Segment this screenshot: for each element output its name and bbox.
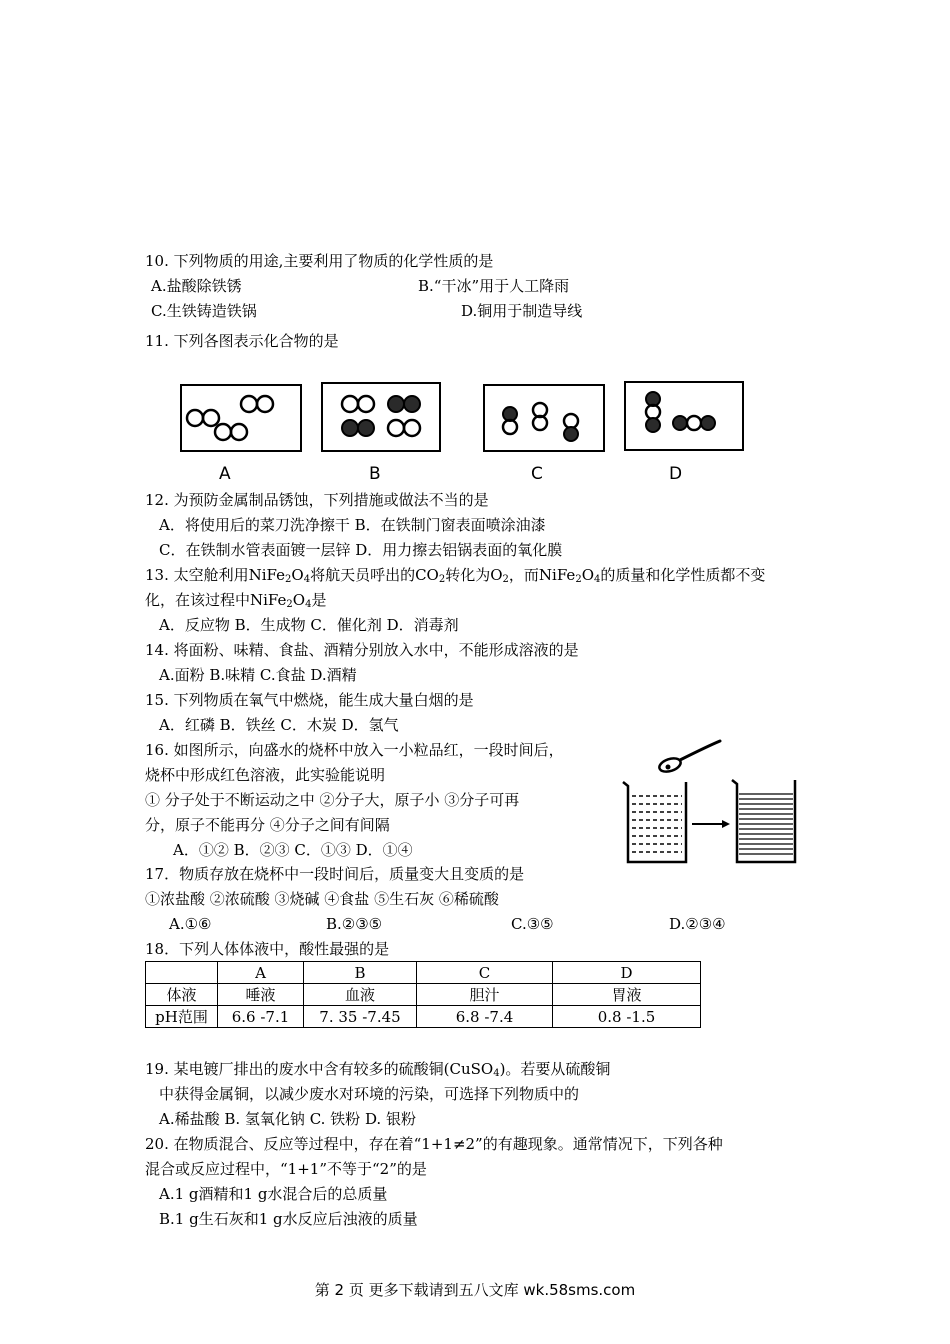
q17-stem: 17．物质存放在烧杯中一段时间后，质量变大且变质的是: [145, 865, 525, 883]
table-cell: 6.8 -7.4: [417, 1006, 553, 1028]
table-cell: 7. 35 -7.45: [304, 1006, 417, 1028]
q14-stem: 14. 将面粉、味精、食盐、酒精分别放入水中，不能形成溶液的是: [145, 641, 579, 659]
q17-option-a: A.①⑥: [169, 915, 212, 933]
q19-line1: 19. 某电镀厂排出的废水中含有较多的硫酸铜(CuSO$_4$)。若要从硫酸铜: [145, 1060, 611, 1079]
q16-options: A．①② B．②③ C．①③ D．①④: [173, 841, 413, 859]
table-cell: pH范围: [146, 1006, 218, 1028]
q19-options: A.稀盐酸 B. 氢氧化钠 C. 铁粉 D. 银粉: [159, 1110, 416, 1128]
table-cell: D: [553, 962, 701, 984]
molecule-diagram-c: [483, 384, 607, 454]
q20-line2: 混合或反应过程中，“1+1”不等于“2”的是: [145, 1160, 427, 1178]
table-header-row: [146, 962, 701, 984]
q20-line1: 20. 在物质混合、反应等过程中，存在着“1+1≠2”的有趣现象。通常情况下，下列各种: [145, 1135, 723, 1153]
arrow-right-icon: [692, 820, 730, 828]
q16-line4: 分，原子不能再分 ④分子之间有间隔: [145, 816, 390, 834]
q13-stem: 13. 太空舱利用$NiFe_2O_4$将航天员呼出的$CO_2$转化为$O_2$，而$NiFe_2O_4$的质量和化学性质都不变: [145, 566, 766, 585]
q10-option-d: D.铜用于制造导线: [461, 302, 583, 320]
table-cell: 0.8 -1.5: [553, 1006, 701, 1028]
q10-option-b: B.“干冰”用于人工降雨: [418, 277, 570, 295]
table-cell: 体液: [146, 984, 218, 1006]
ph-range-table: [145, 961, 701, 1028]
q16-line2: 烧杯中形成红色溶液，此实验能说明: [145, 766, 386, 784]
q16-line3: ① 分子处于不断运动之中 ②分子大，原子小 ③分子可再: [145, 791, 520, 809]
q10-option-a: A.盐酸除铁锈: [151, 277, 242, 295]
q13-options: A．反应物 B．生成物 C．催化剂 D．消毒剂: [159, 616, 459, 634]
q15-options: A．红磷 B．铁丝 C．木炭 D．氢气: [159, 716, 399, 734]
q12-stem: 12. 为预防金属制品锈蚀，下列措施或做法不当的是: [145, 491, 489, 509]
q19-line2: 中获得金属铜，以减少废水对环境的污染，可选择下列物质中的: [159, 1085, 580, 1103]
spoon-icon: [658, 741, 720, 774]
q18-stem: 18．下列人体体液中，酸性最强的是: [145, 940, 390, 958]
q15-stem: 15. 下列物质在氧气中燃烧，能生成大量白烟的是: [145, 691, 474, 709]
page-footer: 第 2 页 更多下载请到五八文库 wk.58sms.com: [314, 1281, 636, 1299]
table-cell: C: [417, 962, 553, 984]
table-cell: 6.6 -7.1: [218, 1006, 304, 1028]
diagram-label-c: C: [531, 464, 543, 484]
molecule-diagram-b: [321, 382, 443, 454]
q14-options: A.面粉 B.味精 C.食盐 D.酒精: [159, 666, 357, 684]
beaker-right: [732, 780, 795, 862]
table-cell: 胆汁: [417, 984, 553, 1006]
beaker-experiment-figure: [618, 736, 808, 866]
table-cell: [146, 962, 218, 984]
q17-option-d: D.②③④: [669, 915, 726, 933]
q20-option-b: B.1 g生石灰和1 g水反应后浊液的质量: [159, 1210, 418, 1228]
molecule-diagram-a: [180, 384, 304, 454]
table-cell: 胃液: [553, 984, 701, 1006]
diagram-label-b: B: [369, 464, 381, 484]
q12-options-ab: A．将使用后的菜刀洗净擦干 B．在铁制门窗表面喷涂油漆: [159, 516, 546, 534]
table-cell: A: [218, 962, 304, 984]
q17-option-b: B.②③⑤: [326, 915, 383, 933]
diagram-label-a: A: [219, 464, 231, 484]
beaker-left: [623, 782, 686, 862]
q17-items: ①浓盐酸 ②浓硫酸 ③烧碱 ④食盐 ⑤生石灰 ⑥稀硫酸: [145, 890, 499, 908]
table-cell: 唾液: [218, 984, 304, 1006]
diagram-label-d: D: [669, 464, 683, 484]
q16-line1: 16. 如图所示，向盛水的烧杯中放入一小粒品红，一段时间后，: [145, 741, 564, 759]
table-row: [146, 1006, 701, 1028]
q20-option-a: A.1 g酒精和1 g水混合后的总质量: [159, 1185, 388, 1203]
q10-stem: 10. 下列物质的用途,主要利用了物质的化学性质的是: [145, 252, 494, 270]
molecule-diagram-d: [624, 381, 746, 453]
q11-stem: 11. 下列各图表示化合物的是: [145, 332, 339, 350]
table-row: [146, 984, 701, 1006]
table-cell: 血液: [304, 984, 417, 1006]
q13-stem-line2: 化，在该过程中$NiFe_2O_4$是: [145, 591, 327, 610]
table-cell: B: [304, 962, 417, 984]
q10-option-c: C.生铁铸造铁锅: [151, 302, 257, 320]
q17-option-c: C.③⑤: [511, 915, 554, 933]
q12-options-cd: C．在铁制水管表面镀一层锌 D．用力擦去铝锅表面的氧化膜: [159, 541, 563, 559]
